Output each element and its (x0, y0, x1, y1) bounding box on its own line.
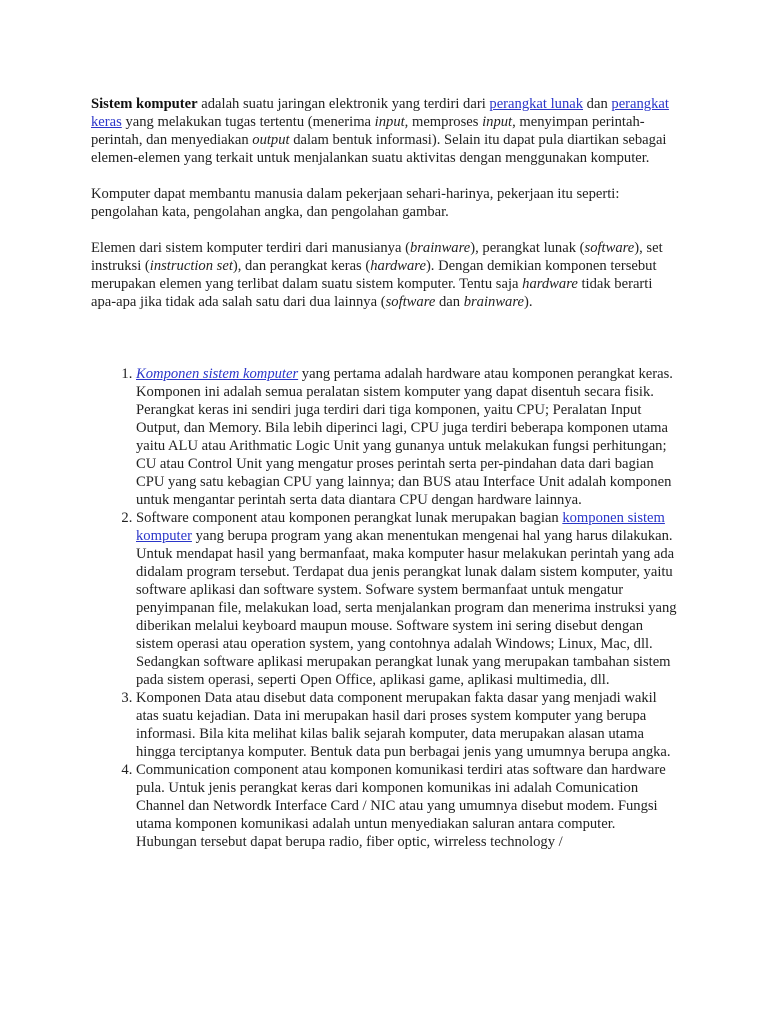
italic-run: brainware (409, 240, 471, 256)
italic-run: software (584, 240, 635, 256)
list-item-communication: 4. Communication component atau komponen komunikasi terdiri atas software dan hardware pula. Untuk jenis perangkat keras dari komponen komunikas ini adalah Comunication Channel dan Networdk Interface Card / NIC atau yang umumnya disebut modem. Fungsi utama komponen komunikasi adalah untun menyediakan saluran antara computer. Hubungan tersebut dapat berupa radio, fiber optic, wirreless technology / (136, 761, 679, 851)
text-run: , memproses (404, 114, 483, 130)
document-page (91, 95, 679, 851)
text-run: ), perangkat lunak ( (470, 240, 585, 256)
text-run: yang pertama adalah hardware atau komponen perangkat keras. Komponen ini adalah semua peralatan sistem komputer yang dapat disentuh secara fisik. Perangkat keras ini sendiri juga terdiri dari tiga komponen, yaitu CPU; Peralatan Input Output, dan Memory. Bila lebih diperinci lagi, CPU juga terdiri beberapa komponen utama yaitu ALU atau Arithmatic Logic Unit yang gunanya untuk melakukan fungsi perhitungan; CU atau Control Unit yang mengatur proses perintah serta per-pindahan data dari bagian CPU yang satu kebagian CPU yang lainnya; dan BUS atau Interface Unit adalah komponen untuk mengantar perintah serta data diantara CPU dengan hardware lainnya. (136, 366, 673, 508)
link-perangkat-keras[interactable]: perangkat keras (91, 96, 669, 130)
list-item-hardware (136, 365, 679, 509)
text-run: ). (523, 294, 533, 310)
text-run: ), dan perangkat keras ( (232, 258, 371, 274)
list-item-data: 3. Komponen Data atau disebut data component merupakan fakta dasar yang menjadi wakil atas suatu kejadian. Data ini merupakan hasil dari proses system komputer yang berupa informasi. Bila kita melihat kilas balik sejarah komputer, data merupakan alasan utama hingga terciptanya komputer. Bentuk data pun berbagai jenis yang umumnya berupa angka. (136, 689, 679, 761)
list-item-software (136, 509, 679, 689)
italic-run: instruction set (149, 258, 233, 274)
component-list (91, 365, 679, 851)
link-komponen-sistem-komputer[interactable] (136, 366, 298, 382)
text-run: yang berupa program yang akan menentukan mengenai hal yang harus dilakukan. Untuk mendapat hasil yang bermanfaat, maka komputer hasur melakukan perintah yang ada didalam program tersebut. Terdapat dua jenis perangkat lunak dalam sistem komputer, yaitu software aplikasi dan software system. Sofware system bermanfaat untuk mengatur penyimpanan file, melakukan load, serta menjalankan program dan menerima instruksi yang diberikan melalui keyboard maupun mouse. Software system ini sering disebut dengan sistem operasi atau operation system, yang contohnya adalah Windows; Linux, Mac, dll. Sedangkan software aplikasi merupakan perangkat lunak yang merupakan tambahan sistem pada sistem operasi, seperti Open Office, aplikasi game, aplikasi multimedia, dll. (136, 528, 677, 688)
text-run: tidak berarti apa-apa jika tidak ada salah satu dari dua lainnya ( (91, 276, 653, 310)
italic-link-text: Komponen sistem komputer (136, 366, 299, 382)
italic-run: input (482, 114, 513, 130)
text-run: dan (583, 96, 612, 112)
blank-spacer (91, 329, 679, 365)
paragraph-elements (91, 239, 679, 311)
link-perangkat-lunak[interactable]: perangkat lunak (489, 96, 584, 112)
italic-run: brainware (463, 294, 524, 310)
paragraph-uses: Komputer dapat membantu manusia dalam pekerjaan sehari-harinya, pekerjaan itu seperti: pengolahan kata, pengolahan angka, dan pengolahan gambar. (91, 186, 620, 220)
term-sistem-komputer: Sistem komputer (91, 96, 198, 112)
text-run: dan (435, 294, 464, 310)
italic-run: hardware (370, 258, 426, 274)
text-run: ). Dengan demikian komponen tersebut merupakan elemen yang terlibat dalam suatu sistem komputer. Tentu saja (91, 258, 657, 292)
link-komponen-sistem-komputer-2[interactable]: komponen sistem komputer (136, 510, 665, 544)
italic-run: input (374, 114, 405, 130)
text-run: adalah suatu jaringan elektronik yang terdiri dari (197, 96, 490, 112)
text-run: Elemen dari sistem komputer terdiri dari manusianya ( (91, 240, 410, 256)
text-run: Software component atau komponen perangkat lunak merupakan bagian (136, 510, 563, 526)
text-run: ), set instruksi ( (91, 240, 663, 274)
text-run: yang melakukan tugas tertentu (menerima (121, 114, 375, 130)
text-run: dalam bentuk informasi). Selain itu dapat pula diartikan sebagai elemen-elemen yang terkait untuk menjalankan suatu aktivitas dengan menggunakan komputer. (91, 132, 667, 166)
italic-run: output (252, 132, 290, 148)
text-run: , menyimpan perintah-perintah, dan menyediakan (91, 114, 645, 148)
italic-run: software (385, 294, 436, 310)
italic-run: hardware (522, 276, 578, 292)
paragraph-definition (91, 95, 679, 167)
